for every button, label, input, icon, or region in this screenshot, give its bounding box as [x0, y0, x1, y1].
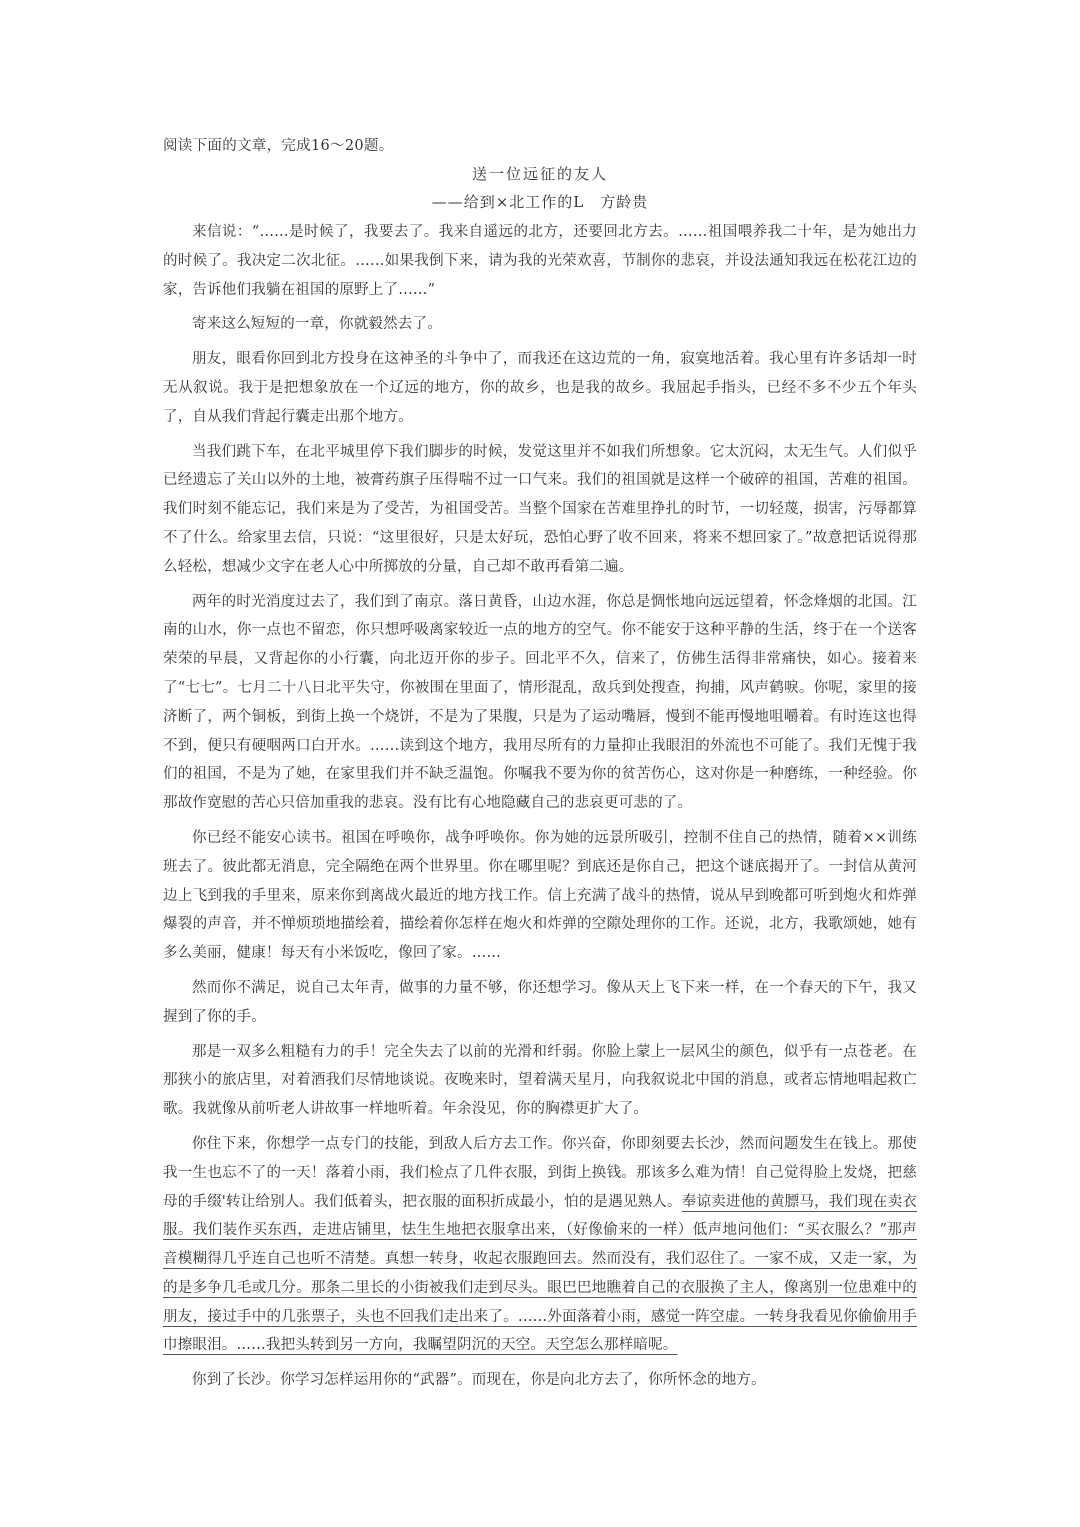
paragraph: 然而你不满足，说自己太年青，做事的力量不够，你还想学习。像从天上飞下来一样，在一个春天的下午，我又握到了你的手。: [163, 979, 917, 1025]
paragraph-with-underline: [163, 1130, 917, 1360]
paragraph: 当我们跳下车，在北平城里停下我们脚步的时候，发觉这里并不如我们所想象。它太沉闷，太无生气。人们似乎已经遗忘了关山以外的土地，被膏药旗子压得喘不过一口气来。我们的祖国就是这样一个破碎的祖国，苦难的祖国。我们时刻不能忘记，我们来是为了受苦，为祖国受苦。当整个国家在苦难里挣扎的时节，一切轻蔑，损害，污辱都算不了什么。给家里去信，只说：“这里很好，只是太好玩，恐怕心野了收不回来，将来不想回家了。”故意把话说得那么轻松，想减少文字在老人心中所掷放的分量，自己却不敢再看第二遍。: [163, 443, 917, 575]
paragraph: 你到了长沙。你学习怎样运用你的“武器”。而现在，你是向北方去了，你所怀念的地方。: [192, 1372, 766, 1389]
article-subtitle: ——给到×北工作的L 方龄贵: [431, 193, 649, 211]
paragraph: 两年的时光消度过去了，我们到了南京。落日黄昏，山边水涯，你总是惆怅地向远远望着，怀念烽烟的北国。江南的山水，你一点也不留恋，你只想呼吸离家较近一点的地方的空气。你不能安于这种平静的生活，终于在一个送客荣荣的早晨，又背起你的小行囊，向北迈开你的步子。回北平不久，信来了，仿佛生活得非常痛快，如心。接着来了“七七”。七月二十八日北平失守，你被围在里面了，情形混乱，敌兵到处搜查，拘捕，风声鹤唳。你呢，家里的接济断了，两个铜板，到街上换一个烧饼，不是为了果腹，只是为了运动嘴唇，慢到不能再慢地咀嚼着。有时连这也得不到，便只有硬咽两口白开水。……读到这个地方，我用尽所有的力量抑止我眼泪的外流也不可能了。我们无愧于我们的祖国，不是为了她，在家里我们并不缺乏温饱。你嘱我不要为你的贫苦伤心，这对你是一种磨练，一种经验。你那故作宽慰的苦心只倍加重我的悲哀。没有比有心地隐藏自己的悲哀更可悲的了。: [163, 593, 917, 812]
paragraph: 朋友，眼看你回到北方投身在这神圣的斗争中了，而我还在这边荒的一角，寂寞地活着。我心里有许多话却一时无从叙说。我于是把想象放在一个辽远的地方，你的故乡，也是我的故乡。我屈起手指头，已经不多不少五个年头了，自从我们背起行囊走出那个地方。: [163, 351, 917, 425]
article-body: [163, 218, 917, 1395]
article-title: 送一位远征的友人: [471, 165, 608, 183]
paragraph: 来信说：“……是时候了，我要去了。我来自遥远的北方，还要回北方去。……祖国喂养我二十年，是为她出力的时候了。我决定二次北征。……如果我倒下来，请为我的光荣欢喜，节制你的悲哀，并设法通知我远在松花江边的家，告诉他们我躺在祖国的原野上了……”: [163, 224, 917, 298]
paragraph: 你已经不能安心读书。祖国在呼唤你，战争呼唤你。你为她的远景所吸引，控制不住自己的热情，随着××训练班去了。彼此都无消息，完全隔绝在两个世界里。你在哪里呢？到底还是你自己，把这个谜底揭开了。一封信从黄河边上飞到我的手里来，原来你到离战火最近的地方找工作。信上充满了战斗的热情，说从早到晚都可听到炮火和炸弹爆裂的声音，并不惮烦琐地描绘着，描绘着你怎样在炮火和炸弹的空隙处理你的工作。还说，北方，我歌颂她，她有多么美丽，健康！每天有小米饭吃，像回了家。……: [163, 829, 917, 962]
question-instruction: 阅读下面的文章，完成16～20题。: [163, 138, 394, 154]
paragraph: 那是一双多么粗糙有力的手！完全失去了以前的光滑和纤弱。你脸上蒙上一层风尘的颜色，似乎有一点苍老。在那狭小的旅店里，对着酒我们尽情地谈说。夜晚来时，望着满天星月，向我叙说北中国的消息，或者忘情地唱起救亡歌。我就像从前听老人讲故事一样地听着。年余没见，你的胸襟更扩大了。: [163, 1043, 917, 1118]
paragraph-plain-text: 你住下来，你想学一点专门的技能，到敌人后方去工作。你兴奋，你即刻要去长沙，然而问题发生在钱上。那使我一生也忘不了的一天！落着小雨，我们检点了几件衣服，到街上换钱。那该多么难为情！自己觉得脸上发烧，把慈母的手缀'转让给别人。我们低着头，把衣服的面积折成最小，怕的是遇见熟人。: [163, 1135, 917, 1210]
underlined-passage: 奉谅卖进他的黄膘马，我们现在卖衣服。我们装作买东西，走进店铺里，怯生生地把衣服拿出来，（好像偷来的一样）低声地问他们：“买衣服么？”那声音模糊得几乎连自己也听不清楚。真想一转身，收起衣服跑回去。然而没有，我们忍住了。一家不成，又走一家，为的是多争几毛或几分。那条二里长的小街被我们走到尽头。眼巴巴地瞧着自己的衣服换了主人，像离别一位患难中的朋友，接过手中的几张票子，头也不回我们走出来了。……外面落着小雨，感觉一阵空虚。一转身我看见你偷偷用手巾擦眼泪。……我把头转到另一方向，我瞩望阴沉的天空。天空怎么那样暗呢。: [163, 1193, 917, 1354]
paragraph: 寄来这么短短的一章，你就毅然去了。: [192, 316, 442, 333]
